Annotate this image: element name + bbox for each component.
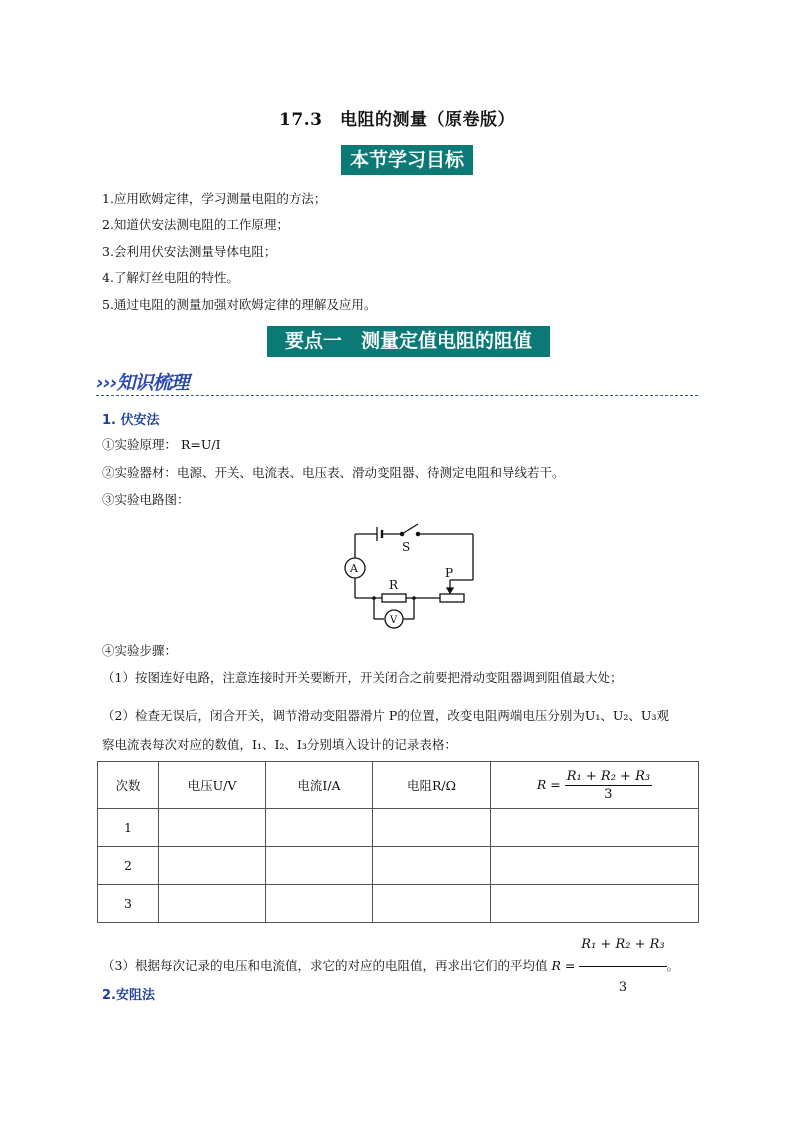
circuit-diagram <box>340 518 485 630</box>
subsection-title-voltammetry: 1. 伏安法 <box>102 413 160 428</box>
slider-arrow-icon <box>447 588 453 593</box>
step-2-line2: 察电流表每次对应的数值，I₁、I₂、I₃分别填入设计的记录表格： <box>102 737 457 752</box>
col-header-current: 电流I/A <box>266 762 373 809</box>
col-header-voltage: 电压U/V <box>159 762 266 809</box>
row-number: 2 <box>98 847 159 885</box>
goal-item: 4.了解灯丝电阻的特性。 <box>102 270 239 285</box>
table-cell <box>373 847 491 885</box>
avg-denominator: 3 <box>604 786 613 802</box>
deco-heading-text: 知识梳理 <box>116 372 189 394</box>
section-banner-goals: 本节学习目标 <box>341 145 473 175</box>
goal-item: 5.通过电阻的测量加强对欧姆定律的理解及应用。 <box>102 297 377 312</box>
row-number: 1 <box>98 809 159 847</box>
slider-label: P <box>445 566 454 580</box>
table-cell <box>491 809 699 847</box>
step-3-text: （3）根据每次记录的电压和电流值，求它的对应的电阻值，再求出它们的平均值 <box>102 958 548 973</box>
avg-lhs: R = <box>536 776 561 792</box>
circuit-diagram-label: ③实验电路图： <box>102 492 190 507</box>
col-header-average <box>491 762 699 809</box>
table-row <box>98 885 699 923</box>
switch-label: S <box>402 540 411 554</box>
chevrons-icon: ››› <box>96 372 117 394</box>
table-header-row <box>98 762 699 809</box>
table-cell <box>266 847 373 885</box>
page-title: 17.3 电阻的测量（原卷版） <box>279 110 515 130</box>
avg-numerator: R₁ + R₂ + R₃ <box>566 768 651 784</box>
step-3-denominator: 3 <box>618 980 628 995</box>
knowledge-heading-decoration <box>96 368 189 395</box>
step-3-formula-lhs: R = <box>551 958 576 973</box>
table-cell <box>159 847 266 885</box>
col-header-resistance: 电阻R/Ω <box>373 762 491 809</box>
goal-item: 1.应用欧姆定律，学习测量电阻的方法； <box>102 191 327 206</box>
row-number: 3 <box>98 885 159 923</box>
switch-blade <box>402 524 418 534</box>
table-cell <box>159 885 266 923</box>
table-cell <box>491 885 699 923</box>
step-3 <box>102 925 679 1008</box>
step-1: （1）按图连好电路，注意连接时开关要断开，开关闭合之前要把滑动变阻器调到阻值最大处； <box>102 670 623 685</box>
resistor-symbol <box>382 594 406 602</box>
table-cell <box>266 885 373 923</box>
table-cell <box>491 847 699 885</box>
dashed-divider <box>96 395 698 396</box>
goal-item: 2.知道伏安法测电阻的工作原理； <box>102 217 289 232</box>
col-header-count: 次数 <box>98 762 159 809</box>
rheostat-symbol <box>440 594 464 602</box>
step-3-end: 。 <box>666 958 680 973</box>
step-3-numerator: R₁ + R₂ + R₃ <box>579 925 666 967</box>
experiment-equipment: ②实验器材：电源、开关、电流表、电压表、滑动变阻器、待测定电阻和导线若干。 <box>102 465 565 480</box>
ammeter-label: A <box>350 562 358 575</box>
steps-label: ④实验步骤： <box>102 643 178 658</box>
avg-fraction <box>565 769 652 802</box>
goal-item: 3.会利用伏安法测量导体电阻； <box>102 244 277 259</box>
table-cell <box>373 885 491 923</box>
resistor-label: R <box>389 578 399 592</box>
step-3-fraction <box>579 925 666 1008</box>
table-cell <box>266 809 373 847</box>
voltmeter-label: V <box>390 615 398 626</box>
table-row <box>98 809 699 847</box>
record-table <box>97 761 699 923</box>
section-banner-key-point: 要点一 测量定值电阻的阻值 <box>267 326 550 357</box>
experiment-principle: ①实验原理： R=U/I <box>102 437 221 452</box>
table-cell <box>159 809 266 847</box>
table-cell <box>373 809 491 847</box>
subsection-title-ammeter-resistor: 2.安阻法 <box>102 988 155 1003</box>
step-2-line1: （2）检查无误后，闭合开关，调节滑动变阻器滑片 P的位置，改变电阻两端电压分别为U₁、U₂、U₃观 <box>102 708 669 723</box>
table-row <box>98 847 699 885</box>
